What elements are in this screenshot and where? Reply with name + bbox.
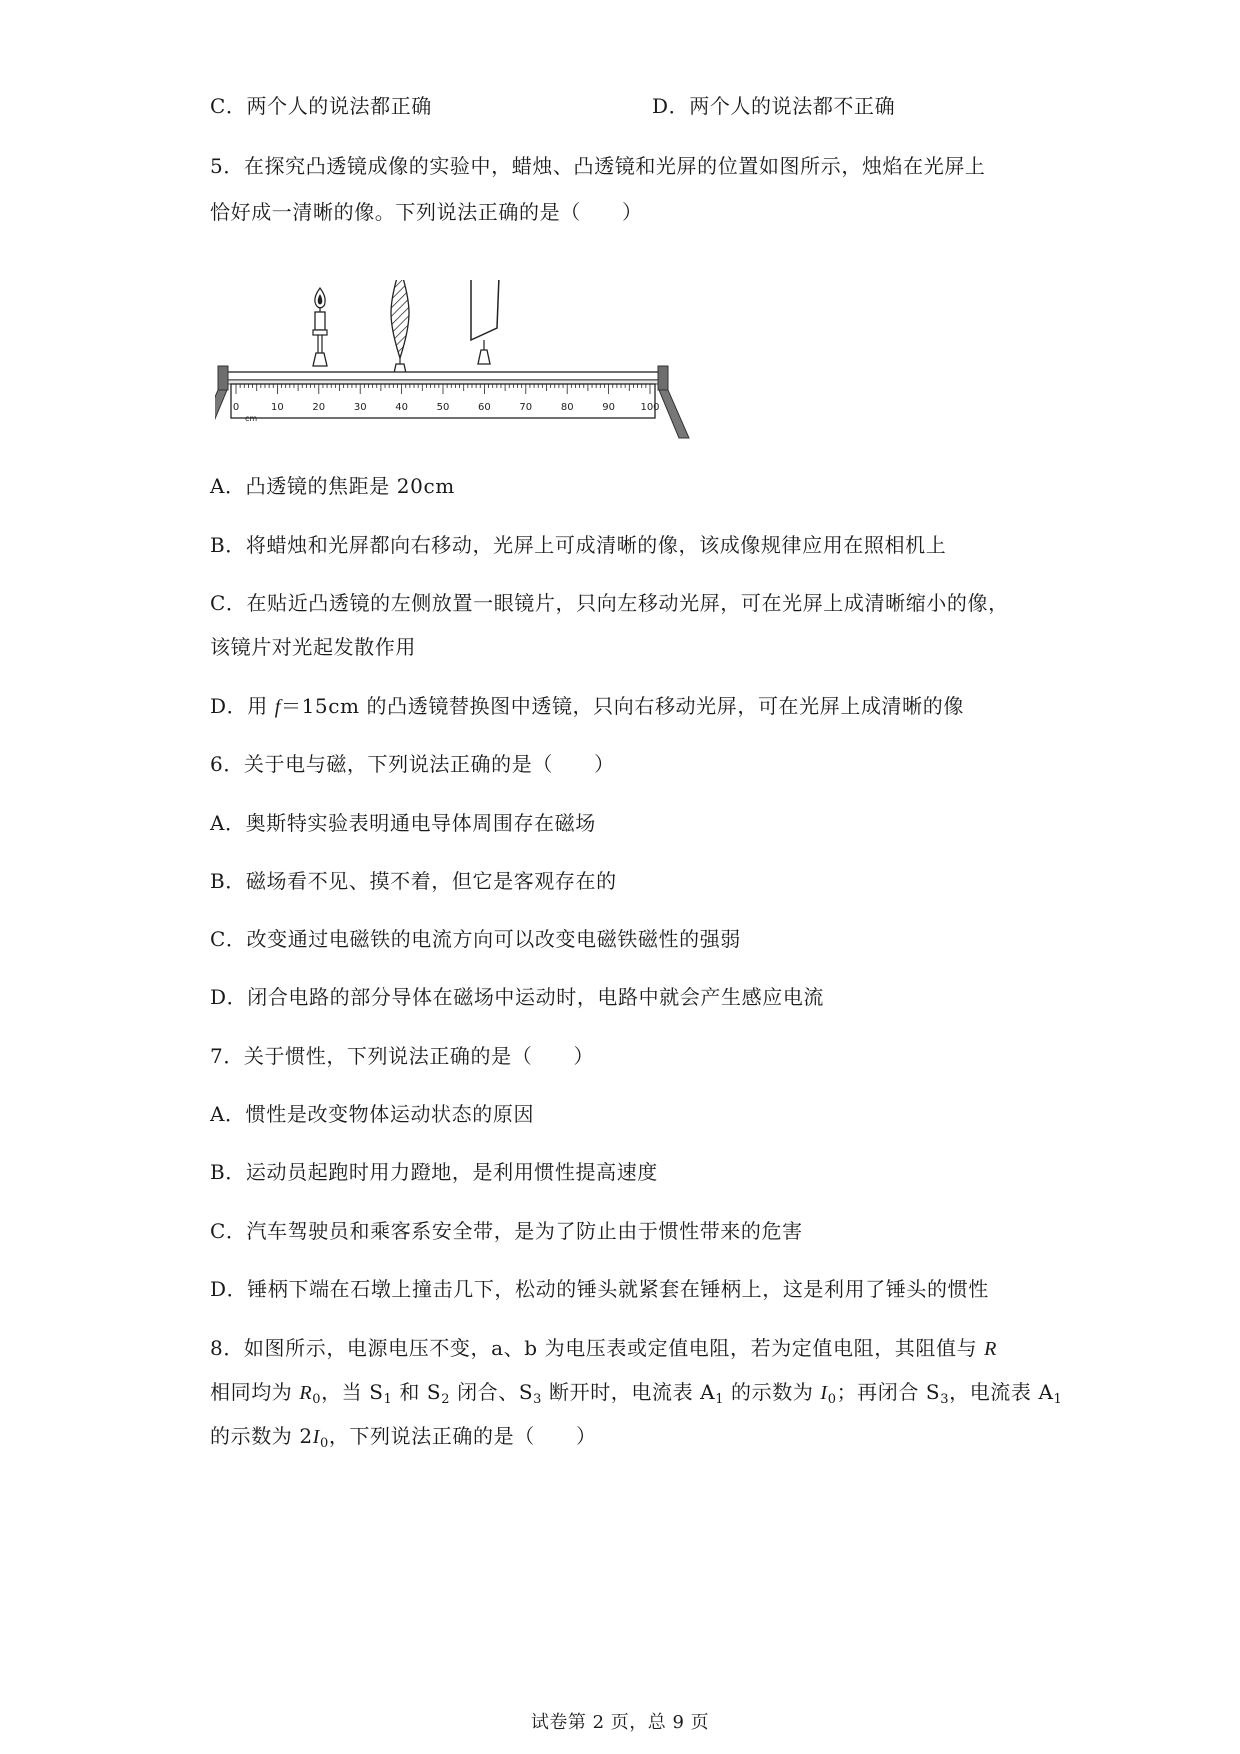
ruler-tick-label: 90	[602, 402, 615, 413]
ruler-tick-label: 80	[560, 402, 574, 413]
unit-label: cm	[245, 414, 258, 423]
q5-option-a: A．凸透镜的焦距是 20cm	[210, 474, 455, 498]
q5-option-c-line2: 该镜片对光起发散作用	[210, 635, 416, 659]
q5-stem-line2: 恰好成一清晰的像。下列说法正确的是（ ）	[210, 200, 643, 224]
ruler-tick-label: 40	[395, 402, 408, 413]
q7-option-c: C．汽车驾驶员和乘客系安全带，是为了防止由于惯性带来的危害	[210, 1219, 803, 1243]
q8-stem-line3: 的示数为 $2I_0$，下列说法正确的是（ ）	[210, 1424, 597, 1451]
q4-option-d: D．两个人的说法都不正确	[652, 94, 896, 118]
light-screen	[471, 280, 500, 364]
q7-stem: 7．关于惯性，下列说法正确的是（ ）	[210, 1044, 595, 1068]
ruler-tick-label: 10	[271, 402, 284, 413]
left-leg	[215, 390, 227, 438]
q6-option-d: D．闭合电路的部分导体在磁场中运动时，电路中就会产生感应电流	[210, 985, 825, 1009]
q5-option-b: B．将蜡烛和光屏都向右移动，光屏上可成清晰的像，该成像规律应用在照相机上	[210, 533, 947, 557]
bench-rail	[225, 372, 661, 380]
left-end-post	[218, 366, 228, 390]
candle	[313, 288, 327, 366]
q8-stem-line1: 8．如图所示，电源电压不变，a、b 为电压表或定值电阻，若为定值电阻，其阻值与 R	[210, 1336, 997, 1360]
ruler-tick-label: 100	[640, 402, 660, 413]
q6-option-b: B．磁场看不见、摸不着，但它是客观存在的	[210, 869, 617, 893]
q5-stem-line1: 5．在探究凸透镜成像的实验中，蜡烛、凸透镜和光屏的位置如图所示，烛焰在光屏上	[210, 154, 986, 178]
focal-length-symbol: f	[274, 696, 281, 718]
q7-option-a: A．惯性是改变物体运动状态的原因	[210, 1102, 535, 1126]
q6-option-a: A．奥斯特实验表明通电导体周围存在磁场	[210, 811, 596, 835]
q6-option-c: C．改变通过电磁铁的电流方向可以改变电磁铁磁性的强弱	[210, 927, 741, 951]
q7-option-b: B．运动员起跑时用力蹬地，是利用惯性提高速度	[210, 1160, 658, 1184]
q7-option-d: D．锤柄下端在石墩上撞击几下，松动的锤头就紧套在锤柄上，这是利用了锤头的惯性	[210, 1277, 989, 1301]
q5-option-d: D．用 f＝15cm 的凸透镜替换图中透镜，只向右移动光屏，可在光屏上成清晰的像	[210, 694, 964, 718]
q6-stem: 6．关于电与磁，下列说法正确的是（ ）	[210, 752, 615, 776]
optical-bench-figure	[215, 280, 695, 442]
q8-stem-line2: 相同均为 $R_0$，当 $S_1$ 和 $S_2$ 闭合、$S_3$ 断开时，电流表 $A_1$ 的示数为 $I_0$；再闭合 $S_3$，电流表 $A_1$	[210, 1380, 1063, 1407]
right-end-post	[658, 366, 668, 390]
page-footer: 试卷第 2 页，总 9 页	[530, 1712, 710, 1733]
q5-option-c-line1: C．在贴近凸透镜的左侧放置一眼镜片，只向左移动光屏，可在光屏上成清晰缩小的像，	[210, 591, 1009, 615]
right-leg	[659, 390, 689, 438]
ruler-tick-label: 30	[353, 402, 367, 413]
ruler-tick-label: 0	[232, 402, 240, 413]
ruler-tick-label: 70	[519, 402, 533, 413]
convex-lens	[391, 280, 409, 378]
q4-option-c: C．两个人的说法都正确	[210, 94, 432, 118]
ruler-tick-label: 60	[478, 402, 491, 413]
ruler-tick-label: 50	[436, 402, 450, 413]
ruler-tick-label: 20	[312, 402, 326, 413]
